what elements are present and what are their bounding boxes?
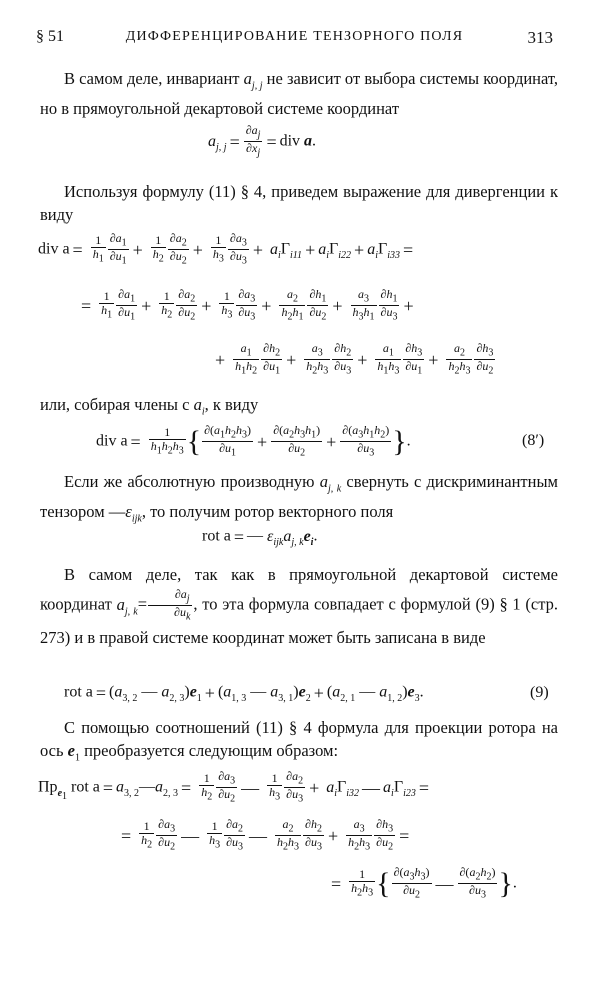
paragraph-5: В самом деле, так как в прямоугольной декартовой системе координат $a_{j, k}=$ $\frac{\partial a_j}{\partial u_k}$ , то эта формула совпадает с формулой (9) § 1 (стр. 273) и в правой системе координат может быть записана в виде [40,565,559,647]
text-span: свернуть с дискриминантным тензором [40,472,558,522]
text-span: С помощью соотношений (11) § 4 формула для проекции ротора на ось [40,718,558,760]
paragraph-4: Если же абсолютную производную $a_{j, k}$ свернуть с дискриминантным тензором $—\varepsilon_{ijk}$, то получим ротор векторного поля [40,472,558,525]
equation-label-9: (9) [530,684,549,701]
chapter-title: ДИФФЕРЕНЦИРОВАНИЕ ТЕНЗОРНОГО ПОЛЯ [125,29,464,44]
equation-div-line-3: + $\frac{a_1}{h_1h_2}$ $\frac{\partial h_2}{\partial u_1}$ + $\frac{a_3}{h_2h_3}$ $\frac{\partial h_2}{\partial u_3}$ + $\frac{a_1}{h_1h_3}$ $\frac{\partial h_3}{\partial u_1}$ + $\frac{a_2}{h_2h_3}$ $\frac{\partial h_3}{\partial u_2}$ [215,341,494,377]
paragraph-2 [40,180,558,226]
rot-symbol: rot a [71,778,100,796]
text-span: преобразуется следующим образом: [84,741,339,760]
equation-projection-line-1: $Пр_{e_1}$ rot $a = a_{3, 2}—a_{2, 3}$ = $\frac{1}{h_2}$ $\frac{\partial a_3}{\partial u_2}$ — $\frac{1}{h_3}$ $\frac{\partial a_2}{\partial u_3}$ + $a_i\Gamma_{i32}$ — $a_i\Gamma_{i23}$ = [38,769,430,805]
paragraph-6: С помощью соотношений (11) § 4 формула для проекции ротора на ось $e_1$ преобразуется следующим образом: [40,718,558,764]
text-span: , то получим ротор векторного поля [141,502,394,522]
div-symbol: div a [96,432,128,450]
text-span: или, собирая члены с [40,395,190,414]
equation-div-line-1: div a = $\frac{1}{h_1}$ $\frac{\partial a_1}{\partial u_1}$ + $\frac{1}{h_2}$ $\frac{\partial a_2}{\partial u_2}$ + $\frac{1}{h_3}$ $\frac{\partial a_3}{\partial u_3}$ + $a_i\Gamma_{i11} + a_i\Gamma_{i22} + a_i\Gamma_{i33}$ = [38,231,414,267]
equation-div-line-2: = $\frac{1}{h_1}$ $\frac{\partial a_1}{\partial u_1}$ + $\frac{1}{h_2}$ $\frac{\partial a_2}{\partial u_2}$ + $\frac{1}{h_3}$ $\frac{\partial a_3}{\partial u_3}$ + $\frac{a_2}{h_2h_1}$ $\frac{\partial h_1}{\partial u_2}$ + $\frac{a_3}{h_3h_1}$ $\frac{\partial h_1}{\partial u_3}$ + [81,287,414,323]
div-symbol: div a [38,240,70,258]
paragraph-3: или, собирая члены с $a_i$, к виду [40,395,259,418]
text-span: , к виду [204,395,259,414]
text-span: не зависит от выбора системы координат, но в прямоугольной декартовой системе координат [40,69,559,119]
equation-8-prime: div a = $\frac{1}{h_1h_2h_3}$ { $\frac{\partial(a_1h_2h_3)}{\partial u_1}$ + $\frac{\partial(a_2h_3h_1)}{\partial u_2}$ + $\frac{\partial(a_3h_1h_2)}{\partial u_3}$ }. [96,423,411,459]
equation-div-cartesian: $a_{j, j}$ = $\frac{\partial a_j}{\partial x_j}$ = div a. [208,123,317,159]
rot-symbol: rot a [64,683,93,701]
text-span: Используя формулу (11) § 4, приведем выражение для дивергенции к виду [40,182,558,224]
equation-projection-line-3: = $\frac{1}{h_2h_3}$ { $\frac{\partial(a_3h_3)}{\partial u_2}$ — $\frac{\partial(a_2h_2)}{\partial u_3}$ }. [331,865,517,901]
text-span: , то эта формула совпадает с формулой (9) § 1 (стр. 273) и в правой системе координат может быть записана в виде [40,594,559,647]
text-span: В самом деле, так как в прямоугольной декартовой системе координат [40,565,558,614]
equation-label-8-prime: (8′) [522,432,545,449]
equation-rot-tensor: rot a = — $\varepsilon_{ijk}a_{j, k}e_i$. [202,527,318,548]
text-span: Если же абсолютную производную [64,472,315,491]
page-number: 313 [527,28,553,47]
equation-9: rot $a = (a_{3, 2}$ — $a_{2, 3})e_1 + (a_{1, 3}$ — $a_{3, 1})e_2 + (a_{2, 1}$ — $a_{1, 2})e_3$. [64,683,424,704]
equation-projection-line-2: = $\frac{1}{h_2}$ $\frac{\partial a_3}{\partial u_2}$ — $\frac{1}{h_3}$ $\frac{\partial a_2}{\partial u_3}$ — $\frac{a_2}{h_2h_3}$ $\frac{\partial h_2}{\partial u_3}$ + $\frac{a_3}{h_2h_3}$ $\frac{\partial h_3}{\partial u_2}$ = [121,817,410,853]
projection-symbol: Пр [38,778,58,796]
text-span: В самом деле, инвариант [64,69,240,88]
paragraph-1: В самом деле, инвариант $a_{j, j}$ не зависит от выбора системы координат, но в прямоугольной декартовой системе координат [40,69,559,119]
running-header [36,28,553,50]
rot-symbol: rot a [202,527,231,545]
section-number: § 51 [36,28,64,45]
